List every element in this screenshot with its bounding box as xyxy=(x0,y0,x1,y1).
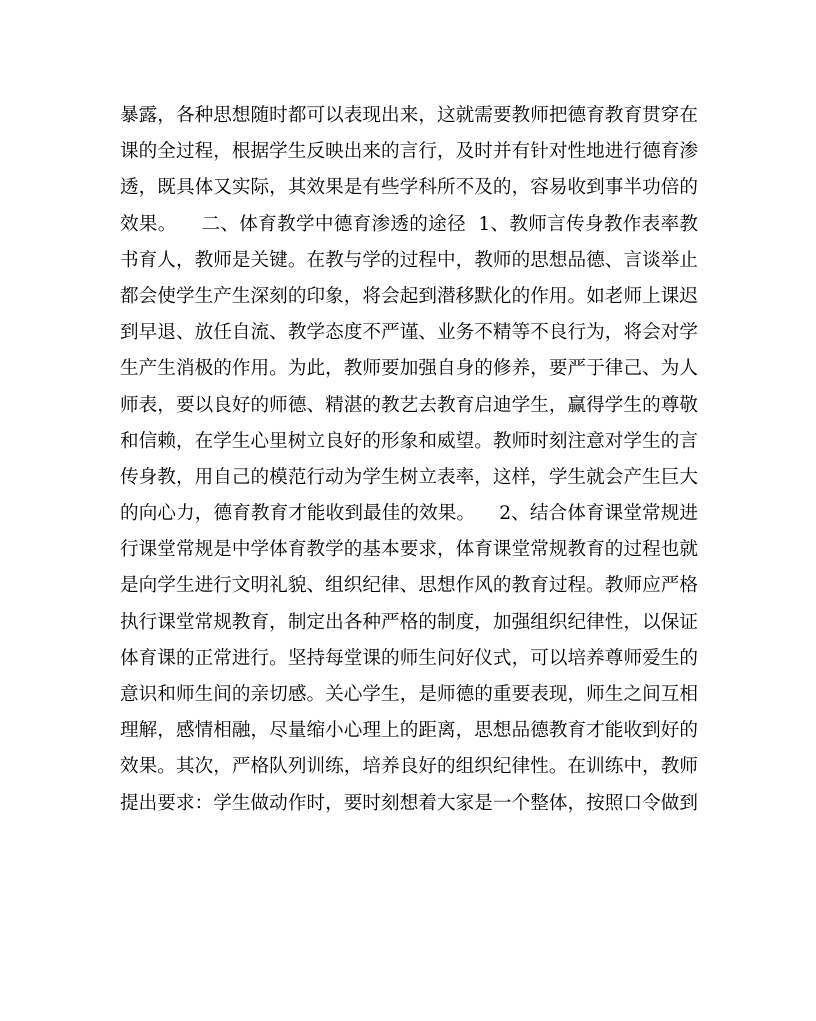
text-line: 传身教，用自己的模范行动为学生树立表率，这样，学生就会产生巨大 xyxy=(120,466,698,488)
text-line: 到早退、放任自流、教学态度不严谨、业务不精等不良行为，将会对学 xyxy=(120,322,698,344)
text-line: 都会使学生产生深刻的印象，将会起到潜移默化的作用。如老师上课迟 xyxy=(120,285,698,307)
text-line: 是向学生进行文明礼貌、组织纪律、思想作风的教育过程。教师应严格 xyxy=(120,575,698,597)
text-line: 和信赖，在学生心里树立良好的形象和威望。教师时刻注意对学生的言 xyxy=(120,430,698,452)
text-line: 效果。 二、体育教学中德育渗透的途径 1、教师言传身教作表率教 xyxy=(120,213,698,235)
text-line: 生产生消极的作用。为此，教师要加强自身的修养，要严于律己、为人 xyxy=(120,358,698,380)
text-line: 的向心力，德育教育才能收到最佳的效果。 2、结合体育课堂常规进 xyxy=(120,503,698,525)
text-line: 效果。其次，严格队列训练，培养良好的组织纪律性。在训练中，教师 xyxy=(120,756,698,778)
text-line: 提出要求：学生做动作时，要时刻想着大家是一个整体，按照口令做到 xyxy=(120,792,698,814)
text-line: 师表，要以良好的师德、精湛的教艺去教育启迪学生，赢得学生的尊敬 xyxy=(120,394,698,416)
text-line: 行课堂常规是中学体育教学的基本要求，体育课堂常规教育的过程也就 xyxy=(120,539,698,561)
text-line: 意识和师生间的亲切感。关心学生，是师德的重要表现，师生之间互相 xyxy=(120,684,698,705)
text-line: 执行课堂常规教育，制定出各种严格的制度，加强组织纪律性，以保证 xyxy=(120,611,698,633)
text-line: 透，既具体又实际，其效果是有些学科所不及的，容易收到事半功倍的 xyxy=(120,177,698,199)
text-line: 暴露，各种思想随时都可以表现出来，这就需要教师把德育教育贯穿在 xyxy=(120,105,698,126)
text-line: 体育课的正常进行。坚持每堂课的师生问好仪式，可以培养尊师爱生的 xyxy=(120,647,698,669)
text-line: 课的全过程，根据学生反映出来的言行，及时并有针对性地进行德育渗 xyxy=(120,141,698,163)
text-line: 理解，感情相融，尽量缩小心理上的距离，思想品德教育才能收到好的 xyxy=(120,720,698,742)
body-text xyxy=(120,98,698,822)
text-line: 书育人，教师是关键。在教与学的过程中，教师的思想品德、言谈举止 xyxy=(120,249,698,271)
